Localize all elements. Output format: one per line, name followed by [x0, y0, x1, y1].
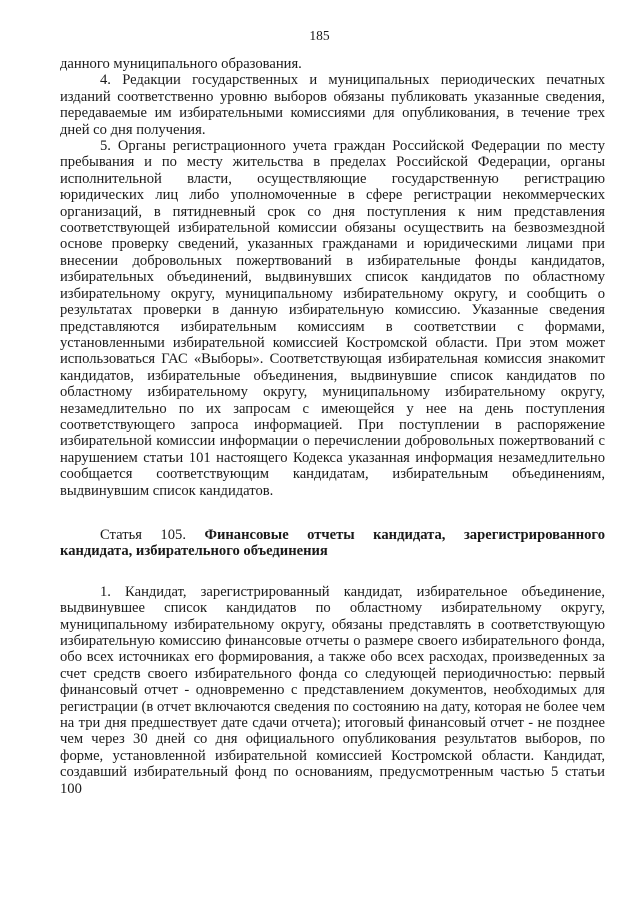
paragraph-item-4: 4. Редакции государственных и муниципальных периодических печатных изданий соответственно уровню выборов обязаны публиковать указанные сведения, передаваемые им избирательными комиссиями для опубликования, в течение трех дней со дня получения. [60, 72, 605, 138]
article-title: Финансовые отчеты кандидата, зарегистрированного кандидата, избирательного объединения [60, 526, 605, 560]
paragraph-continuation: данного муниципального образования. [60, 56, 302, 72]
paragraph-item-5: 5. Органы регистрационного учета граждан Российской Федерации по месту пребывания и по месту жительства в пределах Российской Федерации, органы исполнительной власти, осуществляющие государственную регистрацию юридических лиц либо уполномоченные в сфере регистрации некоммерческих организаций, в пятидневный срок со дня поступления к ним представления соответствующей избирательной комиссии обязаны осуществить на безвозмездной основе проверку сведений, указанных гражданами и юридическими лицами при внесении добровольных пожертвований в избирательные фонды кандидатов, избирательных объединений, выдвинувших список кандидатов по областному избирательному округу, муниципальному избирательному округу, и сообщить о результатах проверки в данную избирательную комиссию. Указанные сведения представляются избирательным комиссиям в соответствии с формами, установленными избирательной комиссией Костромской области. При этом может использоваться ГАС «Выборы». Соответствующая избирательная комиссия знакомит кандидатов, избирательные объединения, выдвинувшие список кандидатов по областному избирательному округу, муниципальному избирательному округу, незамедлительно по их запросам с имеющейся у нее на день поступления соответствующего запроса информацией. При поступлении в распоряжение избирательной комиссии информации о перечислении добровольных пожертвований с нарушением статьи 101 настоящего Кодекса указанная информация незамедлительно сообщается соответствующим кандидатам, избирательным объединениям, выдвинувшим список кандидатов. [60, 138, 605, 499]
article-heading [60, 527, 605, 560]
document-body [60, 56, 605, 797]
page-number: 185 [309, 28, 330, 43]
article-paragraph-1: 1. Кандидат, зарегистрированный кандидат, избирательное объединение, выдвинувшее список кандидатов по областному избирательному округу, муниципальному избирательному округу, обязаны представлять в соответствующую избирательную комиссию финансовые отчеты о размере своего избирательного фонда, обо всех источниках его формирования, а также обо всех расходах, произведенных за счет средств своего избирательного фонда со следующей периодичностью: первый финансовый отчет - одновременно с представлением документов, необходимых для регистрации (в отчет включаются сведения по состоянию на дату, которая не более чем на три дня предшествует дате сдачи отчета); итоговый финансовый отчет - не позднее чем через 30 дней со дня официального опубликования результатов выборов, по форме, установленной избирательной комиссией Костромской области. Кандидат, создавший избирательный фонд по основаниям, предусмотренным частью 5 статьи 100 [60, 583, 605, 797]
article-label: Статья 105. [100, 526, 186, 543]
